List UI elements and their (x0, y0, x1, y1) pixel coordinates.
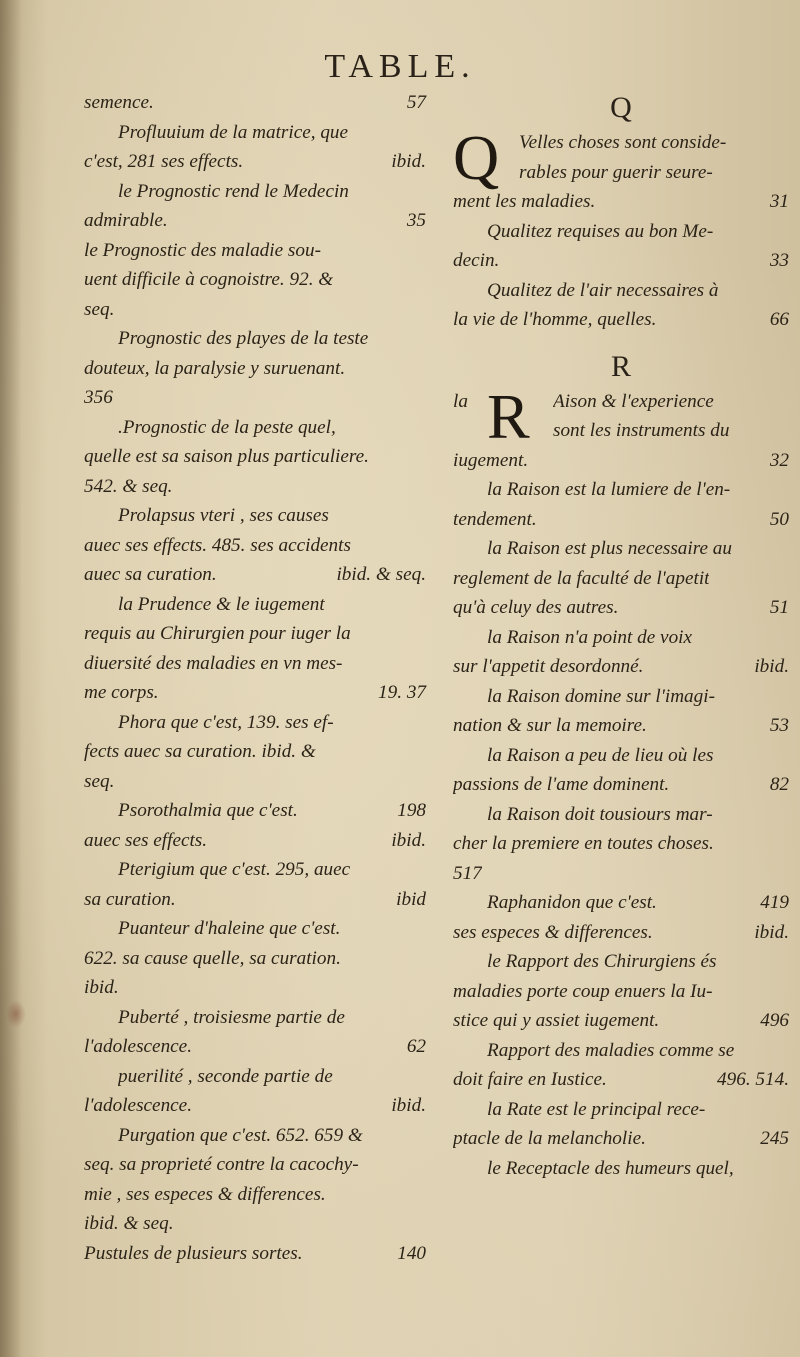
page-reference: 19. 37 (378, 682, 426, 703)
index-entry-text: me corps. (84, 682, 159, 703)
index-line (84, 855, 426, 885)
index-entry-text: doit faire en Iustice. (453, 1069, 607, 1090)
index-entry-text: la Raison est la lumiere de l'en- (487, 479, 731, 500)
index-entry-text: la vie de l'homme, quelles. (453, 309, 657, 330)
index-entry-text: semence. (84, 92, 154, 113)
index-entry-text: cher la premiere en toutes choses. (453, 833, 714, 854)
index-entry-text: Pustules de plusieurs sortes. (84, 1242, 303, 1264)
index-line (453, 534, 789, 564)
index-entry-text: iugement. (453, 449, 529, 471)
page-reference: 53 (769, 715, 789, 736)
page-gutter-shadow (0, 0, 22, 1357)
page-reference: ibid (396, 888, 426, 910)
index-entry-text: le Prognostic rend le Medecin (118, 180, 349, 202)
index-entry-text: la Prudence & le iugement (118, 593, 325, 615)
index-line (84, 236, 426, 266)
index-line (84, 472, 426, 502)
index-entry-text: diuersité des maladies en vn mes- (84, 652, 343, 674)
index-entry-text: Psorothalmia que c'est. (118, 800, 298, 821)
index-entry-text: auec sa curation. (84, 564, 217, 585)
index-line (453, 652, 789, 682)
index-entry-text: sur l'appetit desordonné. (453, 656, 644, 677)
index-line (453, 947, 789, 977)
index-entry-text: la Raison n'a point de voix (487, 626, 693, 648)
index-entry-text: l'adolescence. (84, 1095, 192, 1116)
index-line (84, 88, 426, 118)
page-reference: 496. 514. (717, 1069, 789, 1090)
index-line (453, 829, 789, 859)
index-line (453, 977, 789, 1007)
index-line (84, 1032, 426, 1062)
index-line (453, 770, 789, 800)
page-reference: 50 (769, 508, 789, 530)
index-entry-text: Phora que c'est, 139. ses ef- (118, 711, 334, 733)
index-line (84, 944, 426, 974)
index-entry-text: seq. (84, 298, 115, 320)
index-line (453, 1124, 789, 1154)
index-entry-text: la Raison a peu de lieu où les (487, 744, 714, 766)
index-line (84, 590, 426, 620)
index-entry-text: fects auec sa curation. ibid. & (84, 741, 316, 762)
index-entry-text: le Receptacle des humeurs quel, (487, 1157, 734, 1179)
page-reference: 62 (406, 1036, 426, 1057)
index-entry-text: la Rate est le principal rece- (487, 1098, 706, 1120)
running-head: TABLE. (324, 48, 476, 85)
index-line (453, 475, 789, 505)
index-entry-text: 356 (84, 387, 113, 408)
index-entry-text: 622. sa cause quelle, sa curation. (84, 947, 341, 969)
index-line (453, 564, 789, 594)
index-line (84, 737, 426, 767)
page-reference: 57 (406, 92, 426, 113)
index-entry-text: qu'à celuy des autres. (453, 597, 619, 618)
section-heading-r: R (610, 349, 631, 383)
left-column (84, 88, 426, 1268)
index-entry-text: seq. sa proprieté contre la cacochy- (84, 1154, 359, 1175)
drop-cap-r: R (487, 380, 530, 452)
page-reference: ibid. (754, 921, 789, 943)
index-entry-text: passions de l'ame dominent. (453, 774, 670, 795)
index-entry-text: quelle est sa saison plus particuliere. (84, 446, 369, 467)
index-entry-text: rables pour guerir seure- (519, 161, 713, 183)
index-line (453, 305, 789, 335)
index-line (84, 413, 426, 443)
index-entry-text: Qualitez requises au bon Me- (487, 220, 714, 242)
index-entry-text: ibid. & seq. (84, 1213, 174, 1234)
index-entry-text: uent difficile à cognoistre. 92. & (84, 269, 334, 290)
index-line (453, 187, 789, 217)
page-reference: 51 (769, 597, 789, 618)
page-reference: 66 (769, 309, 789, 330)
index-entry-text: le Rapport des Chirurgiens és (487, 951, 717, 972)
page-reference: 32 (769, 449, 789, 471)
index-line (84, 885, 426, 915)
page-reference: ibid. (754, 656, 789, 677)
index-line (84, 973, 426, 1003)
index-line (453, 505, 789, 535)
index-line (84, 914, 426, 944)
page-reference: 419 (760, 892, 789, 913)
index-entry-text: tendement. (453, 508, 537, 530)
index-line (84, 1209, 426, 1239)
index-entry-text: Prolapsus vteri , ses causes (118, 505, 329, 526)
index-entry-text: sa curation. (84, 888, 176, 910)
index-line (453, 1036, 789, 1066)
index-line (84, 826, 426, 856)
index-line (453, 623, 789, 653)
index-line (84, 796, 426, 826)
index-entry-text: admirable. (84, 210, 168, 231)
index-entry-text: ses especes & differences. (453, 921, 653, 943)
index-line (453, 593, 789, 623)
page-reference: 31 (769, 191, 789, 212)
r-prefix: la (453, 390, 468, 412)
index-line (84, 560, 426, 590)
index-line (84, 619, 426, 649)
index-line (84, 1062, 426, 1092)
index-line (453, 859, 789, 889)
section-heading-q: Q (610, 91, 632, 124)
index-line (453, 682, 789, 712)
index-entry-text: maladies porte coup enuers la Iu- (453, 980, 713, 1002)
page-reference: 245 (760, 1128, 789, 1149)
index-entry-text: stice qui y assiet iugement. (453, 1010, 660, 1031)
index-line (84, 649, 426, 679)
index-entry-text: decin. (453, 250, 500, 271)
index-line (453, 217, 789, 247)
index-line (453, 711, 789, 741)
index-line (84, 767, 426, 797)
index-entry-text: 542. & seq. (84, 475, 173, 497)
index-line (84, 295, 426, 325)
index-entry-text: puerilité , seconde partie de (118, 1065, 333, 1087)
index-entry-text: l'adolescence. (84, 1036, 192, 1057)
index-line (453, 800, 789, 830)
index-entry-text: nation & sur la memoire. (453, 715, 647, 736)
index-line (453, 1154, 789, 1184)
index-entry-text: Puberté , troisiesme partie de (118, 1006, 345, 1028)
page-reference: ibid. (391, 151, 426, 172)
index-entry-text: Raphanidon que c'est. (487, 892, 657, 913)
index-entry-text: la Raison est plus necessaire au (487, 538, 732, 559)
index-entry-text: douteux, la paralysie y suruenant. (84, 357, 346, 379)
index-line (84, 177, 426, 207)
index-line (84, 265, 426, 295)
drop-cap-q: Q (453, 122, 500, 193)
index-line (453, 158, 789, 188)
index-entry-text: Puanteur d'haleine que c'est. (118, 918, 341, 939)
index-line (453, 918, 789, 948)
r-intro-block (453, 380, 789, 476)
index-line (84, 206, 426, 236)
index-line (453, 888, 789, 918)
index-entry-text: auec ses effects. 485. ses accidents (84, 534, 351, 556)
index-entry-text: le Prognostic des maladie sou- (84, 239, 321, 261)
index-entry-text: ment les maladies. (453, 191, 596, 212)
index-line (453, 1095, 789, 1125)
index-line (84, 531, 426, 561)
index-entry-text: seq. (84, 770, 115, 792)
index-entry-text: auec ses effects. (84, 829, 208, 851)
index-entry-text: la Raison doit tousiours mar- (487, 803, 713, 825)
index-line (453, 128, 789, 158)
index-entry-text: la Raison domine sur l'imagi- (487, 685, 715, 707)
page-reference: 198 (397, 800, 426, 821)
index-entry-text: Qualitez de l'air necessaires à (487, 279, 719, 301)
page-reference: 82 (769, 774, 789, 795)
index-line (84, 1239, 426, 1269)
index-entry-text: Purgation que c'est. 652. 659 & (118, 1124, 363, 1146)
page-reference: 140 (397, 1242, 426, 1264)
page-reference: 496 (760, 1010, 789, 1031)
page-reference: ibid. (391, 829, 426, 851)
ink-stain (6, 1000, 26, 1028)
index-entry-text: ptacle de la melancholie. (453, 1128, 646, 1149)
index-entry-text: requis au Chirurgien pour iuger la (84, 623, 351, 644)
page-reference: ibid. (391, 1095, 426, 1116)
index-entry-text: Velles choses sont conside- (519, 132, 727, 153)
index-line (84, 324, 426, 354)
index-line (453, 741, 789, 771)
page-reference: 33 (769, 250, 789, 271)
index-line (84, 354, 426, 384)
index-line (84, 147, 426, 177)
index-entry-text: Aison & l'experience (553, 390, 714, 412)
index-line (84, 1150, 426, 1180)
index-line (84, 1003, 426, 1033)
index-line (84, 442, 426, 472)
index-line (453, 276, 789, 306)
q-intro-block (453, 122, 789, 217)
index-entry-text: .Prognostic de la peste quel, (118, 416, 336, 438)
index-line (84, 708, 426, 738)
index-line (453, 1065, 789, 1095)
index-entry-text: mie , ses especes & differences. (84, 1183, 326, 1205)
index-entry-text: ibid. (84, 977, 119, 998)
index-line (453, 246, 789, 276)
index-entry-text: Profluuium de la matrice, que (118, 121, 349, 143)
index-line (84, 118, 426, 148)
index-entry-text: reglement de la faculté de l'apetit (453, 567, 710, 589)
index-entry-text: sont les instruments du (553, 420, 730, 441)
index-line (84, 678, 426, 708)
index-line (84, 1180, 426, 1210)
page-reference: ibid. & seq. (336, 564, 426, 585)
right-column (453, 88, 789, 1183)
index-line (84, 1091, 426, 1121)
index-entry-text: Prognostic des playes de la teste (118, 328, 369, 349)
page-reference: 35 (406, 210, 426, 231)
index-line (453, 1006, 789, 1036)
index-line (84, 1121, 426, 1151)
index-entry-text: 517 (453, 862, 482, 884)
index-entry-text: c'est, 281 ses effects. (84, 151, 244, 172)
index-line (84, 383, 426, 413)
index-entry-text: Pterigium que c'est. 295, auec (118, 859, 351, 880)
index-line (84, 501, 426, 531)
index-entry-text: Rapport des maladies comme se (487, 1039, 735, 1061)
